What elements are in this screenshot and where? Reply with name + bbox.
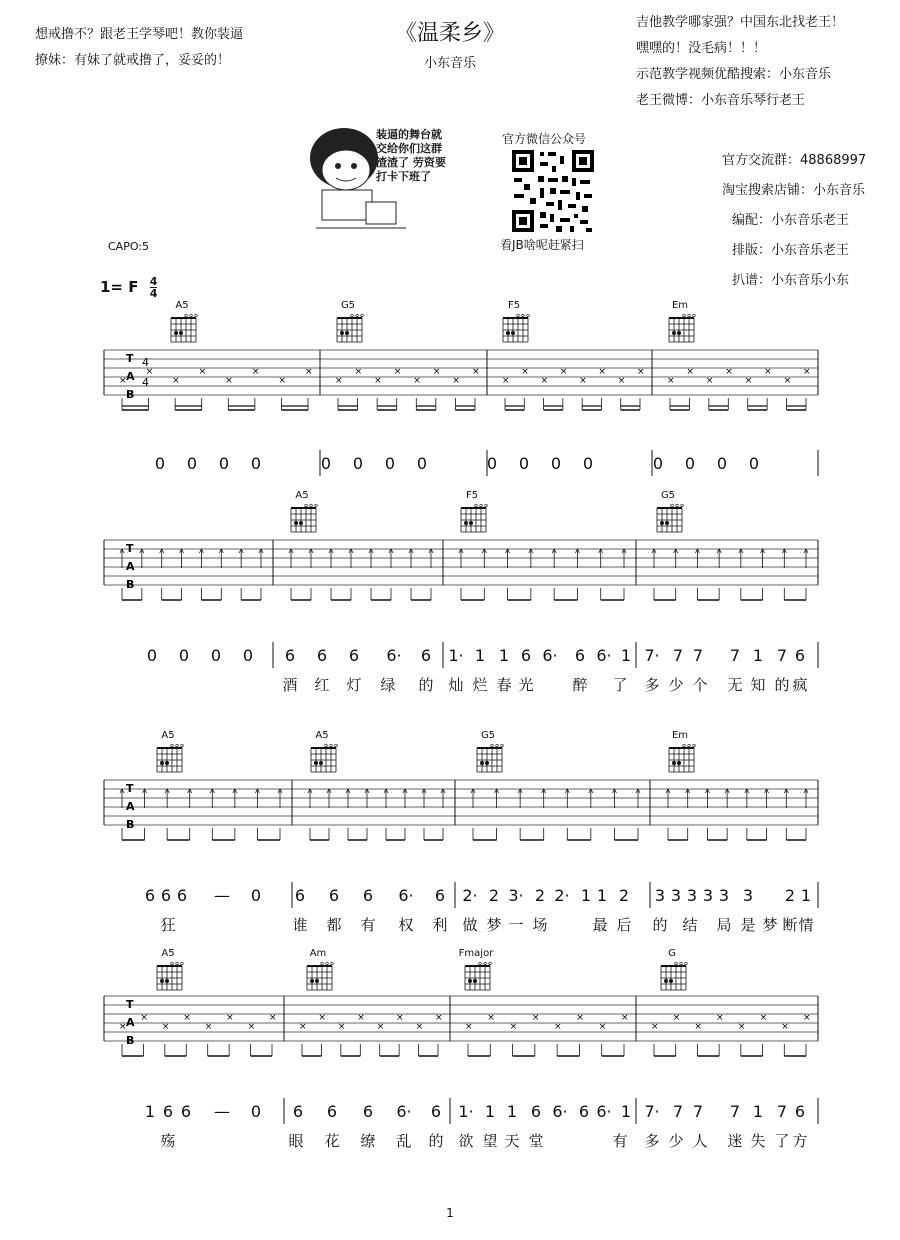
jianpu-note: 1 [474, 646, 486, 665]
jianpu-note: 3 [742, 886, 754, 905]
credit-group: 官方交流群：48868997 [722, 153, 867, 168]
tab-staff [0, 348, 900, 438]
jianpu-note: 6 [348, 646, 360, 665]
jianpu-note: 6 [284, 646, 296, 665]
lyric-char: 少 [668, 1132, 684, 1150]
jianpu-note: 1 [800, 886, 812, 905]
jianpu-note: 0 [178, 646, 190, 665]
lyric-char: 权 [398, 916, 414, 934]
svg-text:×: × [145, 367, 154, 377]
jianpu-note: 0 [550, 454, 562, 473]
header-right-notes [636, 10, 844, 114]
jianpu-note: 6 [578, 1102, 590, 1121]
jianpu-note: 6 [362, 1102, 374, 1121]
jianpu-note: 0 [218, 454, 230, 473]
qr-label: 官方微信公众号 [502, 132, 587, 146]
jianpu-note: 0 [716, 454, 728, 473]
jianpu-note: 1· [448, 646, 464, 665]
svg-text:×: × [521, 367, 529, 377]
svg-text:×: × [183, 1013, 191, 1023]
lyric-char: 光 [518, 676, 534, 694]
chord-name: F5 [507, 300, 521, 311]
svg-text:×: × [415, 1022, 424, 1032]
tab-staff [0, 778, 900, 868]
jianpu-note: 1 [620, 1102, 632, 1121]
svg-text:×: × [667, 376, 675, 386]
svg-text:×: × [435, 1013, 443, 1023]
key-label: 1= F [100, 278, 139, 296]
lyric-char: 结 [682, 916, 698, 934]
svg-text:A: A [126, 560, 135, 573]
svg-text:×: × [764, 367, 772, 377]
lyric-char: 情 [798, 916, 814, 934]
song-title: 《温柔乡》 [394, 21, 505, 46]
song-artist: 小东音乐 [423, 56, 476, 71]
jianpu-note: 7 [692, 1102, 704, 1121]
svg-text:×: × [487, 1013, 495, 1023]
jianpu-note: 2 [534, 886, 546, 905]
lyric-char: 后 [616, 916, 632, 934]
lyric-char: 欲 [458, 1132, 474, 1150]
svg-text:×: × [119, 1022, 127, 1032]
chord-diagram [665, 744, 699, 774]
header-right-line2: 嘿嘿的！没毛病！！！ [636, 41, 767, 56]
tab-staff [0, 994, 900, 1084]
jianpu-note: 0 [684, 454, 696, 473]
svg-text:×: × [354, 367, 363, 377]
jianpu-note: 3 [718, 886, 730, 905]
header-right-line1: 吉他教学哪家强？中国东北找老王！ [636, 15, 845, 30]
svg-text:×: × [672, 1013, 681, 1023]
jianpu-note: 6 [316, 646, 328, 665]
header-left-line1: 想戒撸不？跟老王学琴吧！教你装逼 [35, 27, 244, 42]
svg-text:×: × [725, 367, 733, 377]
svg-text:4: 4 [142, 376, 149, 389]
jianpu-note: 1 [620, 646, 632, 665]
header-right-line3: 示范教学视频优酷搜索：小东音乐 [636, 67, 832, 82]
jianpu-note: 1 [498, 646, 510, 665]
jianpu-note: 7 [672, 646, 684, 665]
svg-text:×: × [335, 376, 343, 386]
chord-diagram [457, 504, 491, 534]
svg-text:×: × [226, 1013, 234, 1023]
chord-name: A5 [161, 948, 175, 959]
svg-text:×: × [251, 367, 260, 377]
credits [722, 146, 866, 296]
jianpu-note: 6· [386, 646, 402, 665]
jianpu-note: 3 [670, 886, 682, 905]
svg-text:×: × [598, 1022, 607, 1032]
svg-text:A: A [126, 800, 135, 813]
jianpu-note: 6 [144, 886, 156, 905]
svg-text:×: × [694, 1022, 702, 1032]
lyric-char: 的 [418, 676, 434, 694]
svg-text:T: T [126, 352, 134, 365]
svg-text:×: × [705, 376, 714, 386]
svg-text:×: × [198, 367, 207, 377]
jianpu-note: 6 [520, 646, 532, 665]
jianpu-note: — [214, 886, 230, 905]
svg-text:×: × [509, 1022, 518, 1032]
jianpu-note: 3 [654, 886, 666, 905]
jianpu-note: 6· [552, 1102, 568, 1121]
svg-text:×: × [651, 1022, 659, 1032]
svg-text:×: × [637, 367, 645, 377]
jianpu-note: 0 [320, 454, 332, 473]
jianpu-note: 3 [702, 886, 714, 905]
svg-text:×: × [759, 1013, 768, 1023]
jianpu-note: 6· [396, 1102, 412, 1121]
jianpu-note: 7 [776, 1102, 788, 1121]
lyric-char: 有 [612, 1132, 628, 1150]
lyric-char: 春 [496, 676, 512, 694]
svg-text:×: × [204, 1022, 213, 1032]
svg-text:×: × [119, 376, 127, 386]
svg-text:×: × [299, 1022, 307, 1032]
lyric-char: 利 [432, 916, 448, 934]
meme-text-4: 打卡下班了 [376, 170, 431, 183]
jianpu-note: 6 [430, 1102, 442, 1121]
svg-text:T: T [126, 542, 134, 555]
chord-diagram [473, 744, 507, 774]
chord-diagram [665, 314, 699, 344]
lyric-char: 缭 [360, 1132, 376, 1150]
svg-text:×: × [269, 1013, 277, 1023]
jianpu-note: 6 [160, 886, 172, 905]
chord-diagram [657, 962, 691, 992]
svg-text:×: × [396, 1013, 404, 1023]
jianpu-note: 0 [250, 454, 262, 473]
lyric-char: 花 [324, 1132, 340, 1150]
chord-diagram [153, 962, 187, 992]
lyric-char: 天 [504, 1132, 520, 1150]
jianpu-note: 7· [644, 646, 660, 665]
chord-name: G5 [480, 730, 496, 741]
lyric-char: 狂 [160, 916, 176, 934]
svg-text:×: × [621, 1013, 629, 1023]
lyric-char: 绿 [380, 676, 396, 694]
lyric-char: 多 [644, 676, 660, 694]
jianpu-note: 3· [508, 886, 524, 905]
svg-text:×: × [502, 376, 510, 386]
svg-text:×: × [576, 1013, 584, 1023]
chord-name: Fmajor [458, 948, 494, 959]
lyric-char: 灯 [346, 676, 362, 694]
chord-diagram [307, 744, 341, 774]
jianpu-note: 7 [692, 646, 704, 665]
svg-text:×: × [554, 1022, 562, 1032]
svg-text:×: × [617, 376, 626, 386]
lyric-char: 做 [462, 916, 478, 934]
chord-diagram [167, 314, 201, 344]
number-barlines [0, 450, 900, 480]
jianpu-note: 6· [596, 1102, 612, 1121]
jianpu-note: 0 [250, 1102, 262, 1121]
jianpu-note: 6 [420, 646, 432, 665]
svg-text:×: × [225, 376, 233, 386]
jianpu-note: 2· [554, 886, 570, 905]
lyric-char: 方 [792, 1132, 808, 1150]
svg-text:×: × [413, 376, 421, 386]
lyric-char: 烂 [472, 676, 488, 694]
svg-text:A: A [126, 1016, 135, 1029]
svg-text:×: × [161, 1022, 170, 1032]
key-signature [100, 276, 157, 299]
chord-name: Em [671, 730, 689, 741]
header-left-line2: 撩妹：有妹了就戒撸了，妥妥的！ [35, 53, 231, 68]
jianpu-note: 1 [484, 1102, 496, 1121]
lyric-char: 失 [750, 1132, 766, 1150]
chord-name: A5 [175, 300, 189, 311]
jianpu-note: 0 [210, 646, 222, 665]
lyric-char: 望 [482, 1132, 498, 1150]
chord-name: F5 [465, 490, 479, 501]
jianpu-note: 1 [596, 886, 608, 905]
jianpu-note: 1· [458, 1102, 474, 1121]
lyric-char: 堂 [528, 1132, 544, 1150]
jianpu-note: 0 [250, 886, 262, 905]
jianpu-note: 6 [180, 1102, 192, 1121]
svg-text:×: × [432, 367, 441, 377]
svg-text:×: × [337, 1022, 346, 1032]
jianpu-note: 0 [518, 454, 530, 473]
svg-text:×: × [579, 376, 587, 386]
svg-text:×: × [278, 376, 286, 386]
credit-layout: 排版：小东音乐老王 [732, 243, 850, 258]
svg-text:×: × [531, 1013, 540, 1023]
lyric-char: 无 [727, 676, 743, 694]
meme-text-3: 渣渣了 劳资要 [376, 156, 446, 169]
svg-text:×: × [744, 376, 753, 386]
jianpu-note: 6· [398, 886, 414, 905]
lyric-char: 灿 [448, 676, 464, 694]
jianpu-note: 1 [506, 1102, 518, 1121]
svg-text:4: 4 [142, 356, 149, 369]
svg-text:B: B [126, 388, 135, 401]
jianpu-note: 0 [416, 454, 428, 473]
jianpu-note: 7 [672, 1102, 684, 1121]
lyric-char: 局 [716, 916, 732, 934]
lyric-char: 的 [428, 1132, 444, 1150]
jianpu-note: 0 [748, 454, 760, 473]
jianpu-note: 6· [542, 646, 558, 665]
jianpu-note: 6 [294, 886, 306, 905]
jianpu-note: 0 [352, 454, 364, 473]
svg-text:×: × [803, 1013, 811, 1023]
tab-staff [0, 538, 900, 628]
svg-text:×: × [247, 1022, 256, 1032]
svg-text:×: × [452, 376, 460, 386]
capo-label: CAPO:5 [108, 240, 150, 253]
jianpu-note: 2 [488, 886, 500, 905]
svg-text:×: × [781, 1022, 789, 1032]
lyric-char: 谁 [292, 916, 308, 934]
lyric-char: 最 [592, 916, 608, 934]
svg-text:×: × [737, 1022, 746, 1032]
chord-diagram [499, 314, 533, 344]
svg-text:B: B [126, 1034, 135, 1047]
svg-text:×: × [686, 367, 694, 377]
svg-text:×: × [393, 367, 402, 377]
svg-text:×: × [783, 376, 792, 386]
jianpu-note: 1 [144, 1102, 156, 1121]
lyric-char: 的 [774, 676, 790, 694]
page-number: 1 [446, 1206, 454, 1220]
credit-transcriber: 扒谱：小东音乐小东 [732, 273, 850, 288]
lyric-char: 梦 [762, 916, 778, 934]
jianpu-note: 1 [752, 646, 764, 665]
jianpu-note: 2· [462, 886, 478, 905]
chord-diagram [287, 504, 321, 534]
lyric-char: 眼 [288, 1132, 304, 1150]
meme-text-1: 装逼的舞台就 [376, 128, 442, 141]
svg-text:B: B [126, 818, 135, 831]
lyric-char: 梦 [486, 916, 502, 934]
svg-text:×: × [376, 1022, 385, 1032]
svg-text:B: B [126, 578, 135, 591]
header-right-line4: 老王微博：小东音乐琴行老王 [636, 93, 806, 108]
chord-name: G5 [660, 490, 676, 501]
jianpu-note: 6 [292, 1102, 304, 1121]
svg-text:A: A [126, 370, 135, 383]
svg-text:×: × [559, 367, 568, 377]
jianpu-note: 3 [686, 886, 698, 905]
jianpu-note: 2 [784, 886, 796, 905]
svg-text:×: × [598, 367, 606, 377]
lyric-char: 个 [692, 676, 708, 694]
chord-diagram [653, 504, 687, 534]
lyric-char: 了 [612, 676, 628, 694]
jianpu-note: — [214, 1102, 230, 1121]
jianpu-note: 7· [644, 1102, 660, 1121]
lyric-char: 了 [774, 1132, 790, 1150]
jianpu-note: 0 [486, 454, 498, 473]
lyric-char: 断 [782, 916, 798, 934]
svg-text:×: × [318, 1013, 326, 1023]
lyric-char: 人 [692, 1132, 708, 1150]
jianpu-note: 0 [384, 454, 396, 473]
jianpu-note: 6 [328, 886, 340, 905]
qr-caption: 看JB啥呢赶紧扫 [500, 238, 584, 252]
jianpu-note: 0 [652, 454, 664, 473]
lyric-char: 迷 [727, 1132, 743, 1150]
chord-name: Am [309, 948, 327, 959]
svg-text:×: × [305, 367, 313, 377]
svg-text:×: × [465, 1022, 473, 1032]
svg-text:T: T [126, 782, 134, 795]
jianpu-note: 6 [434, 886, 446, 905]
jianpu-note: 6 [794, 646, 806, 665]
lyric-char: 知 [750, 676, 766, 694]
lyric-char: 的 [652, 916, 668, 934]
svg-text:×: × [172, 376, 180, 386]
chord-name: G [668, 948, 676, 959]
svg-text:T: T [126, 998, 134, 1011]
chord-diagram [333, 314, 367, 344]
jianpu-note: 6 [176, 886, 188, 905]
credit-arranger: 编配：小东音乐老王 [732, 213, 850, 228]
jianpu-note: 1 [580, 886, 592, 905]
lyric-char: 有 [360, 916, 376, 934]
qr-code[interactable] [510, 148, 596, 234]
meme-text-2: 交给你们这群 [376, 142, 442, 155]
meme-illustration [296, 118, 466, 238]
chord-name: A5 [161, 730, 175, 741]
jianpu-note: 0 [186, 454, 198, 473]
jianpu-note: 6 [794, 1102, 806, 1121]
time-signature-bottom: 4 [149, 287, 158, 300]
lyric-char: 乱 [396, 1132, 412, 1150]
jianpu-note: 7 [729, 646, 741, 665]
jianpu-note: 0 [582, 454, 594, 473]
lyric-char: 一 [508, 916, 524, 934]
time-signature-top: 4 [149, 275, 158, 288]
svg-text:×: × [374, 376, 382, 386]
svg-text:×: × [540, 376, 549, 386]
chord-name: Em [671, 300, 689, 311]
lyric-char: 红 [314, 676, 330, 694]
svg-text:×: × [803, 367, 811, 377]
jianpu-note: 6 [362, 886, 374, 905]
chord-name: G5 [340, 300, 356, 311]
chord-diagram [153, 744, 187, 774]
lyric-char: 疯 [792, 676, 808, 694]
jianpu-note: 6 [574, 646, 586, 665]
jianpu-note: 6· [596, 646, 612, 665]
lyric-char: 是 [740, 916, 756, 934]
svg-text:×: × [472, 367, 480, 377]
chord-diagram [461, 962, 495, 992]
jianpu-note: 6 [326, 1102, 338, 1121]
jianpu-note: 7 [776, 646, 788, 665]
jianpu-note: 1 [752, 1102, 764, 1121]
lyric-char: 都 [326, 916, 342, 934]
jianpu-note: 2 [618, 886, 630, 905]
jianpu-note: 6 [162, 1102, 174, 1121]
jianpu-note: 0 [154, 454, 166, 473]
jianpu-note: 6 [530, 1102, 542, 1121]
lyric-char: 多 [644, 1132, 660, 1150]
jianpu-note: 0 [242, 646, 254, 665]
svg-text:×: × [357, 1013, 365, 1023]
svg-text:×: × [716, 1013, 724, 1023]
chord-name: A5 [315, 730, 329, 741]
jianpu-note: 7 [729, 1102, 741, 1121]
lyric-char: 少 [668, 676, 684, 694]
lyric-char: 殇 [160, 1132, 176, 1150]
lyric-char: 场 [532, 916, 548, 934]
chord-diagram [303, 962, 337, 992]
svg-text:×: × [140, 1013, 148, 1023]
lyric-char: 醉 [572, 676, 588, 694]
lyric-char: 酒 [282, 676, 298, 694]
chord-name: A5 [295, 490, 309, 501]
credit-shop: 淘宝搜索店铺：小东音乐 [722, 183, 866, 198]
jianpu-note: 0 [146, 646, 158, 665]
